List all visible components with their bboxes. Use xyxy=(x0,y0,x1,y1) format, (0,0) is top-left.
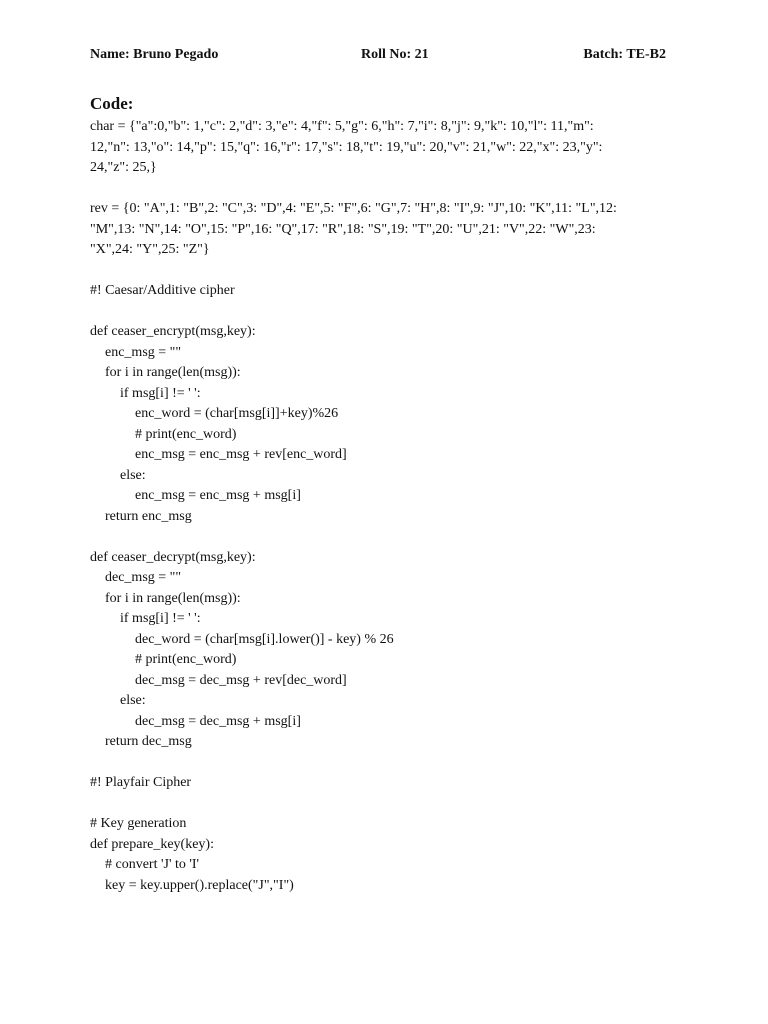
code-line: def ceaser_decrypt(msg,key): xyxy=(90,549,256,565)
document-header xyxy=(90,47,666,67)
code-comment: # print(enc_word) xyxy=(135,426,237,442)
code-comment: #! Caesar/Additive cipher xyxy=(90,283,235,298)
blank-line xyxy=(90,527,676,548)
blank-line xyxy=(90,753,676,774)
code-line: return enc_msg xyxy=(105,508,192,524)
code-listing xyxy=(90,117,676,896)
blank-line xyxy=(90,794,676,815)
code-line: for i in range(len(msg)): xyxy=(105,365,241,380)
code-line: "M",13: "N",14: "O",15: "P",16: "Q",17: "R",18: "S",19: "T",20: "U",21: "V",22: "W",23: xyxy=(90,221,596,237)
code-line: enc_msg = enc_msg + rev[enc_word] xyxy=(135,447,347,462)
code-line: else: xyxy=(120,467,146,483)
blank-line xyxy=(90,179,676,200)
code-line: def ceaser_encrypt(msg,key): xyxy=(90,324,256,339)
code-line: if msg[i] != ' ': xyxy=(120,385,201,401)
code-line: enc_msg = enc_msg + msg[i] xyxy=(135,488,301,503)
code-line: else: xyxy=(120,693,146,708)
code-line: dec_word = (char[msg[i].lower()] - key) % 26 xyxy=(135,631,394,647)
code-line: enc_word = (char[msg[i]]+key)%26 xyxy=(135,406,339,421)
code-line: dec_msg = dec_msg + msg[i] xyxy=(135,713,301,729)
roll-number: Roll No: 21 xyxy=(361,47,429,62)
code-line: rev = {0: "A",1: "B",2: "C",3: "D",4: "E",5: "F",6: "G",7: "H",8: "I",9: "J",10: "K",11: "L",12: xyxy=(90,201,617,216)
code-line: 12,"n": 13,"o": 14,"p": 15,"q": 16,"r": 17,"s": 18,"t": 19,"u": 20,"v": 21,"w": 22,"x": 23,"y": xyxy=(90,139,603,155)
section-title: Code: xyxy=(90,94,134,113)
code-line: dec_msg = "" xyxy=(105,570,182,585)
student-name: Name: Bruno Pegado xyxy=(90,47,219,62)
batch: Batch: TE-B2 xyxy=(583,47,666,62)
code-line: "X",24: "Y",25: "Z"} xyxy=(90,242,210,257)
blank-line xyxy=(90,302,676,323)
code-line: return dec_msg xyxy=(105,734,192,749)
code-comment: # convert 'J' to 'I' xyxy=(105,857,200,872)
code-line: key = key.upper().replace("J","I") xyxy=(105,877,294,893)
code-line: enc_msg = "" xyxy=(105,344,182,360)
code-line: def prepare_key(key): xyxy=(90,836,214,852)
blank-line xyxy=(90,261,676,282)
code-comment: # Key generation xyxy=(90,816,187,831)
code-line: 24,"z": 25,} xyxy=(90,160,157,175)
code-comment: # print(enc_word) xyxy=(135,652,237,667)
code-line: for i in range(len(msg)): xyxy=(105,590,241,606)
code-comment: #! Playfair Cipher xyxy=(90,775,192,790)
code-line: char = {"a":0,"b": 1,"c": 2,"d": 3,"e": 4,"f": 5,"g": 6,"h": 7,"i": 8,"j": 9,"k": 10,"l": 11,"m": xyxy=(90,119,594,134)
code-line: dec_msg = dec_msg + rev[dec_word] xyxy=(135,672,347,688)
code-line: if msg[i] != ' ': xyxy=(120,611,201,626)
